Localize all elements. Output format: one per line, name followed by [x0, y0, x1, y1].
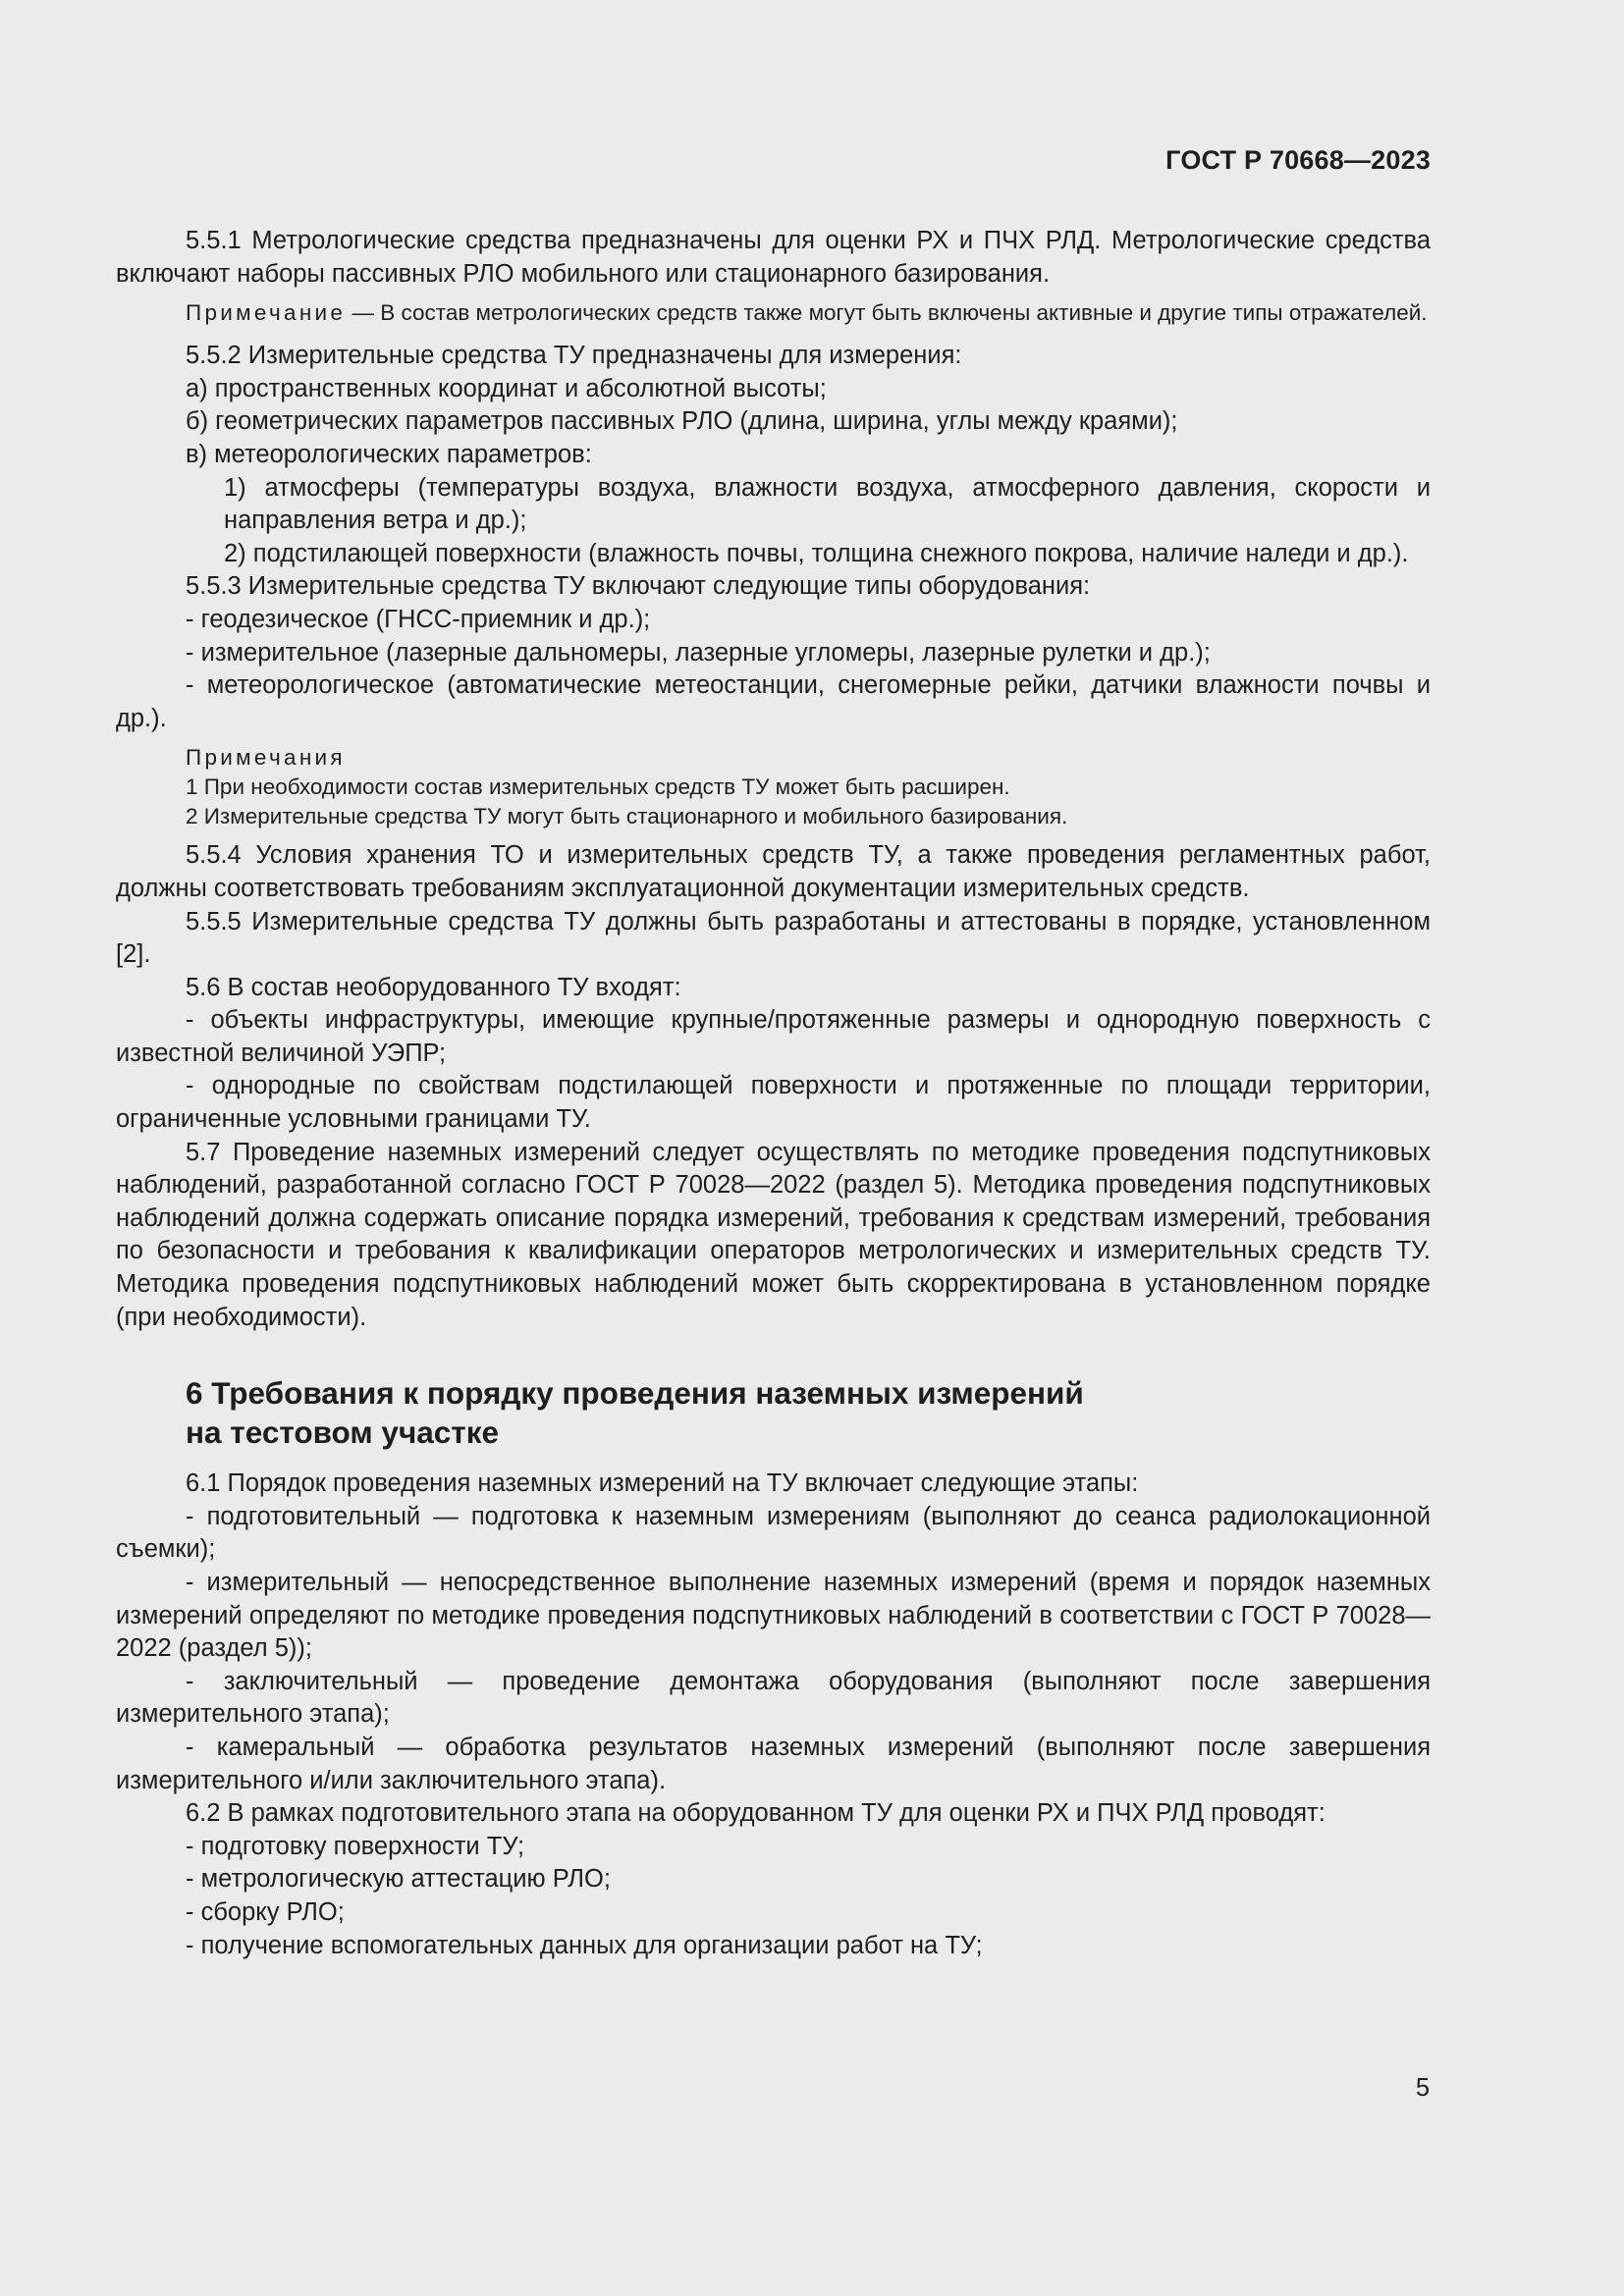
list-item-territories: - однородные по свойствам подстилающей поверхности и протяженные по площади территории, ограниченные условными границами ТУ.: [116, 1072, 1431, 1134]
list-item-measuring-stage: - измерительный — непосредственное выполнение наземных измерений (время и порядок наземных измерений определяют по методике проведения подспутниковых наблюдений в соответствии с ГОСТ Р 70028—2022 (раздел 5));: [116, 1569, 1431, 1663]
section-6-heading-line-2: на тестовом участке: [186, 1415, 499, 1451]
paragraph-5-7: 5.7 Проведение наземных измерений следует осуществлять по методике проведения подспутниковых наблюдений, разработанной согласно ГОСТ Р 70028—2022 (раздел 5). Методика проведения подспутниковых наблюдений должна содержать описание порядка измерений, требования к средствам измерений, требования по безопасности и требования к квалификации операторов метрологических и измерительных средств ТУ. Методика проведения подспутниковых наблюдений может быть скорректирована в установленном порядке (при необходимости).: [116, 1138, 1431, 1331]
note-label: Примечание: [186, 300, 347, 326]
list-item-aux-data: - получение вспомогательных данных для организации работ на ТУ;: [186, 1931, 983, 1959]
list-item-a: а) пространственных координат и абсолютной высоты;: [186, 374, 827, 402]
section-6-heading: [186, 1373, 1431, 1452]
paragraph-5-5-3: 5.5.3 Измерительные средства ТУ включают следующие типы оборудования:: [186, 572, 1091, 601]
note-item-2: 2 Измерительные средства ТУ могут быть стационарного и мобильного базирования.: [186, 804, 1068, 829]
notes-label-text: Примечания: [186, 745, 346, 771]
document-body: [116, 225, 1431, 1962]
paragraph-5-5-5: 5.5.5 Измерительные средства ТУ должны быть разработаны и аттестованы в порядке, установленном [2].: [116, 907, 1431, 969]
document-header: ГОСТ Р 70668—2023: [1165, 145, 1431, 175]
paragraph-5-5-4: 5.5.4 Условия хранения ТО и измерительных средств ТУ, а также проведения регламентных работ, должны соответствовать требованиям эксплуатационной документации измерительных средств.: [116, 841, 1431, 902]
list-item-infrastructure: - объекты инфраструктуры, имеющие крупные/протяженные размеры и однородную поверхность с известной величиной УЭПР;: [116, 1006, 1431, 1067]
list-item-preparatory: - подготовительный — подготовка к наземным измерениям (выполняют до сеанса радиолокационной съемки);: [116, 1502, 1431, 1564]
list-item-v: в) метеорологических параметров:: [186, 440, 592, 468]
list-item-final-stage: - заключительный — проведение демонтажа оборудования (выполняют после завершения измерительного этапа);: [116, 1667, 1431, 1729]
paragraph-5-6: 5.6 В состав необорудованного ТУ входят:: [186, 973, 681, 1001]
page-number: 5: [1415, 2074, 1430, 2102]
note-text: — В состав метрологических средств также могут быть включены активные и другие типы отражателей.: [346, 300, 1428, 326]
list-item-b: б) геометрических параметров пассивных РЛО (длина, ширина, углы между краями);: [186, 407, 1178, 436]
paragraph-6-1: 6.1 Порядок проведения наземных измерений на ТУ включает следующие этапы:: [186, 1469, 1139, 1498]
sublist-item-2: 2) подстилающей поверхности (влажность почвы, толщина снежного покрова, наличие наледи и др.).: [224, 539, 1409, 567]
list-item-geodetic: - геодезическое (ГНСС-приемник и др.);: [186, 605, 651, 633]
paragraph-6-2: 6.2 В рамках подготовительного этапа на оборудованном ТУ для оценки РХ и ПЧХ РЛД проводят:: [186, 1799, 1326, 1828]
list-item-measuring: - измерительное (лазерные дальномеры, лазерные угломеры, лазерные рулетки и др.);: [186, 638, 1211, 667]
note-5-5-1: [116, 298, 1431, 328]
section-6-heading-line-1: 6 Требования к порядку проведения наземных измерений: [186, 1375, 1084, 1412]
list-item-office-stage: - камеральный — обработка результатов наземных измерений (выполняют после завершения измерительного и/или заключительного этапа).: [116, 1733, 1431, 1794]
list-item-meteo: - метеорологическое (автоматические метеостанции, снегомерные рейки, датчики влажности почвы и др.).: [116, 671, 1431, 732]
note-item-1: 1 При необходимости состав измерительных средств ТУ может быть расширен.: [186, 774, 1010, 800]
list-item-certification: - метрологическую аттестацию РЛО;: [186, 1865, 611, 1894]
paragraph-5-5-2: 5.5.2 Измерительные средства ТУ предназначены для измерения:: [186, 342, 962, 370]
paragraph-5-5-1: 5.5.1 Метрологические средства предназначены для оценки РХ и ПЧХ РЛД. Метрологические средства включают наборы пассивных РЛО мобильного или стационарного базирования.: [116, 227, 1431, 288]
list-item-assembly: - сборку РЛО;: [186, 1897, 345, 1926]
list-item-surface-prep: - подготовку поверхности ТУ;: [186, 1832, 525, 1860]
notes-label: [116, 743, 1431, 773]
sublist-item-1: 1) атмосферы (температуры воздуха, влажности воздуха, атмосферного давления, скорости и направления ветра и др.);: [224, 473, 1431, 535]
